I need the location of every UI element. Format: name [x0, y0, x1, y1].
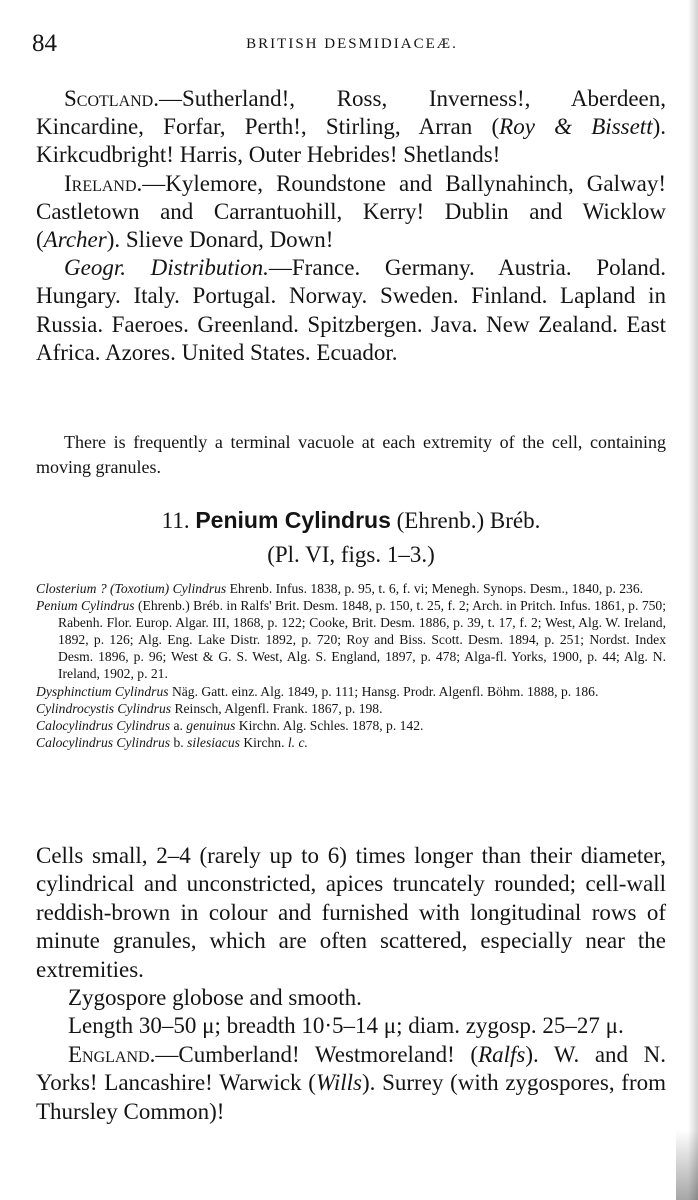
- species-authority: (Ehrenb.) Bréb.: [396, 508, 541, 533]
- synonym-entry: [36, 683, 666, 700]
- page-header: [32, 30, 672, 62]
- synonym-citation: Ehrenb. Infus. 1838, p. 95, t. 6, f. vi; Menegh. Synops. Desm., 1840, p. 236.: [226, 581, 644, 596]
- synonym-entry: [36, 700, 666, 717]
- scotland-label: Scotland.: [64, 86, 159, 111]
- scotland-collectors: Roy & Bissett: [499, 114, 653, 140]
- scotland-text-b: ). Kirkcudbright! Harris, Outer Hebrides! Shetlands!: [36, 114, 666, 168]
- synonym-citation: Kirchn.: [239, 734, 288, 750]
- synonym-name: Calocylindrus Cylindrus: [36, 717, 171, 733]
- england-text-a: —Cumberland! Westmoreland! (: [155, 1041, 479, 1067]
- page-edge-shadow: [688, 0, 698, 1200]
- synonym-name: Cylindrocystis Cylindrus: [36, 700, 172, 716]
- species-name: Penium Cylindrus: [195, 507, 391, 533]
- geogr-label: Geogr. Distribution.: [64, 255, 269, 281]
- england-text-b: ). W. and N. Yorks! Lancashire! Warwick (: [36, 1041, 666, 1096]
- synonym-name: Penium Cylindrus: [36, 598, 135, 614]
- synonym-variety: genuinus: [186, 717, 236, 733]
- synonym-loc-cit: l. c.: [287, 734, 308, 750]
- zygospore-description: Zygospore globose and smooth.: [68, 985, 362, 1011]
- synonym-entry: [36, 734, 666, 751]
- ireland-text-a: —Kylemore, Roundstone and Ballynahinch, Galway! Castletown and Carrantuohill, Kerry! Dublin and Wicklow (: [36, 170, 666, 253]
- geogr-paragraph: [36, 254, 666, 367]
- species-number: 11.: [161, 508, 190, 533]
- distribution-block: [36, 85, 666, 367]
- scotland-text-a: —Sutherland!, Ross, Inverness!, Aberdeen, Kincardine, Forfar, Perth!, Stirling, Arran (: [36, 86, 666, 140]
- synonym-entry: [36, 580, 666, 597]
- species-title: [36, 505, 666, 536]
- england-collector-b: Wills: [315, 1070, 362, 1096]
- england-paragraph: [36, 1041, 666, 1126]
- plate-reference: (Pl. VI, figs. 1–3.): [267, 542, 435, 567]
- measurements: Length 30–50 μ; breadth 10·5–14 μ; diam. zygosp. 25–27 μ.: [68, 1013, 624, 1039]
- synonym-name: Dysphinctium Cylindrus: [36, 683, 169, 699]
- species-heading: [36, 505, 666, 570]
- england-label: England.: [68, 1041, 156, 1067]
- geogr-text: —France. Germany. Austria. Poland. Hungary. Italy. Portugal. Norway. Sweden. Finland. Lapland in Russia. Faeroes. Greenland. Spitzbergen. Java. New Zealand. East Africa. Azores. United States. Ecuador.: [36, 255, 666, 365]
- note-block: [36, 430, 666, 480]
- running-head: BRITISH DESMIDIACEÆ.: [246, 36, 458, 52]
- synonym-citation: Kirchn. Alg. Schles. 1878, p. 142.: [235, 717, 424, 733]
- england-text-c: ). Surrey (with zygospores, from Thursley Common)!: [36, 1070, 666, 1124]
- page-number: 84: [32, 30, 57, 57]
- vacuole-note: There is frequently a terminal vacuole at each extremity of the cell, containing moving granules.: [36, 432, 666, 477]
- ireland-label: Ireland.: [64, 170, 143, 196]
- ireland-paragraph: [36, 170, 666, 255]
- synonym-entry: [36, 717, 666, 734]
- synonym-name: Calocylindrus Cylindrus: [36, 734, 171, 750]
- synonym-name: Closterium ? (Toxotium) Cylindrus: [36, 581, 227, 596]
- ireland-text-b: ). Slieve Donard, Down!: [106, 227, 334, 253]
- description-block: [36, 842, 666, 1126]
- cells-description: Cells small, 2–4 (rarely up to 6) times longer than their diameter, cylindrical and unconstricted, apices truncately rounded; cell-wall reddish-brown in colour and furnished with longitudinal rows of minute granules, which are often scattered, especially near the extremities.: [36, 843, 666, 982]
- synonym-citation: (Ehrenb.) Bréb. in Ralfs' Brit. Desm. 1848, p. 150, t. 25, f. 2; Arch. in Pritch. Infus. 1861, p. 750; Rabenh. Flor. Europ. Algar. III, 1868, p. 122; Cooke, Brit. Desm. 1886, p. 39, t. 17, f. 2; West, Alg. W. Ireland, 1892, p. 126; Alg. Eng. Lake Distr. 1892, p. 720; Roy and Biss. Scott. Desm. 1894, p. 251; Nordst. Index Desm. 1896, p. 96; West & G. S. West, Alg. S. England, 1897, p. 478; Alga-fl. Yorks, 1900, p. 44; Alg. N. Ireland, 1902, p. 21.: [58, 598, 666, 682]
- synonym-citation: Näg. Gatt. einz. Alg. 1849, p. 111; Hansg. Prodr. Algenfl. Böhm. 1888, p. 186.: [168, 683, 599, 699]
- synonym-citation: Reinsch, Algenfl. Frank. 1867, p. 198.: [171, 700, 383, 716]
- england-collector-a: Ralfs: [478, 1041, 526, 1067]
- synonymy-block: [36, 580, 666, 751]
- scotland-paragraph: [36, 85, 666, 170]
- page-corner-shadow: [676, 1130, 698, 1200]
- synonym-citation: b.: [170, 734, 188, 750]
- synonym-variety: silesiacus: [187, 734, 240, 750]
- synonym-citation: a.: [170, 717, 187, 733]
- synonym-entry: [36, 597, 666, 682]
- ireland-collector: Archer: [43, 227, 107, 253]
